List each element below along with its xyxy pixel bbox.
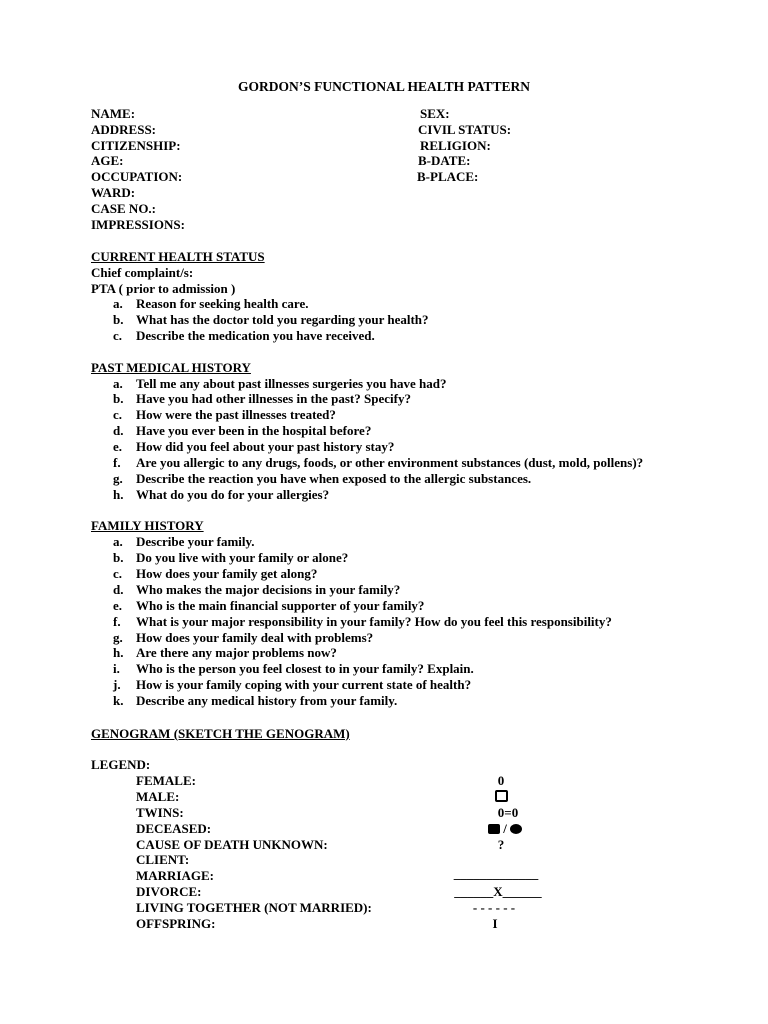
list-text: Tell me any about past illnesses surgeries you have had? (136, 376, 447, 391)
list-marker: j. (113, 677, 121, 692)
citizenship-label: CITIZENSHIP: (91, 138, 181, 153)
list-text: Who is the person you feel closest to in your family? Explain. (136, 661, 474, 676)
divorce-symbol: ______X______ (454, 884, 542, 899)
cause-unknown-symbol: ? (497, 837, 505, 852)
list-marker: c. (113, 328, 123, 343)
list-marker: k. (113, 693, 124, 708)
list-text: Do you live with your family or alone? (136, 550, 349, 565)
list-text: Describe the reaction you have when exposed to the allergic substances. (136, 471, 532, 486)
chief-complaint-label: Chief complaint/s: (91, 265, 194, 280)
list-text: How does your family get along? (136, 566, 318, 581)
sex-label: SEX: (420, 106, 450, 121)
list-text: How did you feel about your past history stay? (136, 439, 395, 454)
list-marker: e. (113, 439, 123, 454)
list-text: Describe the medication you have received. (136, 328, 375, 343)
case-no-label: CASE NO.: (91, 201, 157, 216)
legend-marriage-label: MARRIAGE: (136, 868, 214, 883)
list-marker: h. (113, 487, 124, 502)
offspring-symbol: I (492, 916, 498, 931)
list-text: Are there any major problems now? (136, 645, 337, 660)
list-marker: e. (113, 598, 123, 613)
impressions-label: IMPRESSIONS: (91, 217, 185, 232)
filled-circle-icon (510, 824, 522, 834)
list-marker: d. (113, 423, 124, 438)
list-text: How does your family deal with problems? (136, 630, 374, 645)
deceased-separator: / (503, 821, 507, 836)
list-marker: a. (113, 296, 123, 311)
list-text: Have you ever been in the hospital before? (136, 423, 372, 438)
list-marker: g. (113, 630, 123, 645)
list-text: What do you do for your allergies? (136, 487, 330, 502)
list-marker: f. (113, 455, 121, 470)
list-marker: a. (113, 534, 123, 549)
family-history-heading: FAMILY HISTORY (91, 518, 204, 533)
legend-label: LEGEND: (91, 757, 151, 772)
list-text: Describe any medical history from your family. (136, 693, 398, 708)
legend-twins-label: TWINS: (136, 805, 184, 820)
legend-living-together-label: LIVING TOGETHER (NOT MARRIED): (136, 900, 372, 915)
list-marker: d. (113, 582, 124, 597)
address-label: ADDRESS: (91, 122, 157, 137)
genogram-heading: GENOGRAM (SKETCH THE GENOGRAM) (91, 726, 350, 741)
legend-cause-unknown-label: CAUSE OF DEATH UNKNOWN: (136, 837, 328, 852)
list-text: Who is the main financial supporter of your family? (136, 598, 425, 613)
list-marker: i. (113, 661, 120, 676)
legend-divorce-label: DIVORCE: (136, 884, 202, 899)
list-marker: c. (113, 407, 123, 422)
legend-female-label: FEMALE: (136, 773, 196, 788)
square-icon (495, 790, 508, 802)
list-marker: a. (113, 376, 123, 391)
marriage-symbol: _____________ (453, 866, 539, 881)
list-text: How were the past illnesses treated? (136, 407, 336, 422)
list-text: Have you had other illnesses in the past? Specify? (136, 391, 411, 406)
living-together-symbol: - - - - - - (472, 900, 516, 915)
past-history-heading: PAST MEDICAL HISTORY (91, 360, 251, 375)
current-health-heading: CURRENT HEALTH STATUS (91, 249, 265, 264)
list-text: How is your family coping with your current state of health? (136, 677, 472, 692)
legend-client-label: CLIENT: (136, 852, 190, 867)
birth-date-label: B-DATE: (418, 153, 471, 168)
list-text: What has the doctor told you regarding your health? (136, 312, 429, 327)
list-text: Are you allergic to any drugs, foods, or other environment substances (dust, mold, pollens)? (136, 455, 644, 470)
male-symbol (441, 789, 561, 805)
name-label: NAME: (91, 106, 136, 121)
legend-male-label: MALE: (136, 789, 180, 804)
page-title: GORDON’S FUNCTIONAL HEALTH PATTERN (238, 79, 530, 94)
civil-status-label: CIVIL STATUS: (418, 122, 512, 137)
birth-place-label: B-PLACE: (417, 169, 479, 184)
list-marker: f. (113, 614, 121, 629)
list-marker: h. (113, 645, 124, 660)
religion-label: RELIGION: (420, 138, 491, 153)
list-marker: c. (113, 566, 123, 581)
list-marker: b. (113, 391, 124, 406)
list-text: Describe your family. (136, 534, 255, 549)
list-text: What is your major responsibility in your family? How do you feel this responsibility? (136, 614, 612, 629)
occupation-label: OCCUPATION: (91, 169, 183, 184)
list-marker: b. (113, 550, 124, 565)
list-marker: b. (113, 312, 124, 327)
female-symbol: 0 (497, 773, 505, 788)
twins-symbol: 0=0 (497, 805, 519, 820)
legend-deceased-label: DECEASED: (136, 821, 212, 836)
legend-offspring-label: OFFSPRING: (136, 916, 216, 931)
pta-label: PTA ( prior to admission ) (91, 281, 236, 296)
list-marker: g. (113, 471, 123, 486)
filled-square-icon (488, 824, 500, 834)
age-label: AGE: (91, 153, 124, 168)
ward-label: WARD: (91, 185, 136, 200)
list-text: Reason for seeking health care. (136, 296, 309, 311)
deceased-symbol (445, 821, 565, 837)
list-text: Who makes the major decisions in your family? (136, 582, 401, 597)
